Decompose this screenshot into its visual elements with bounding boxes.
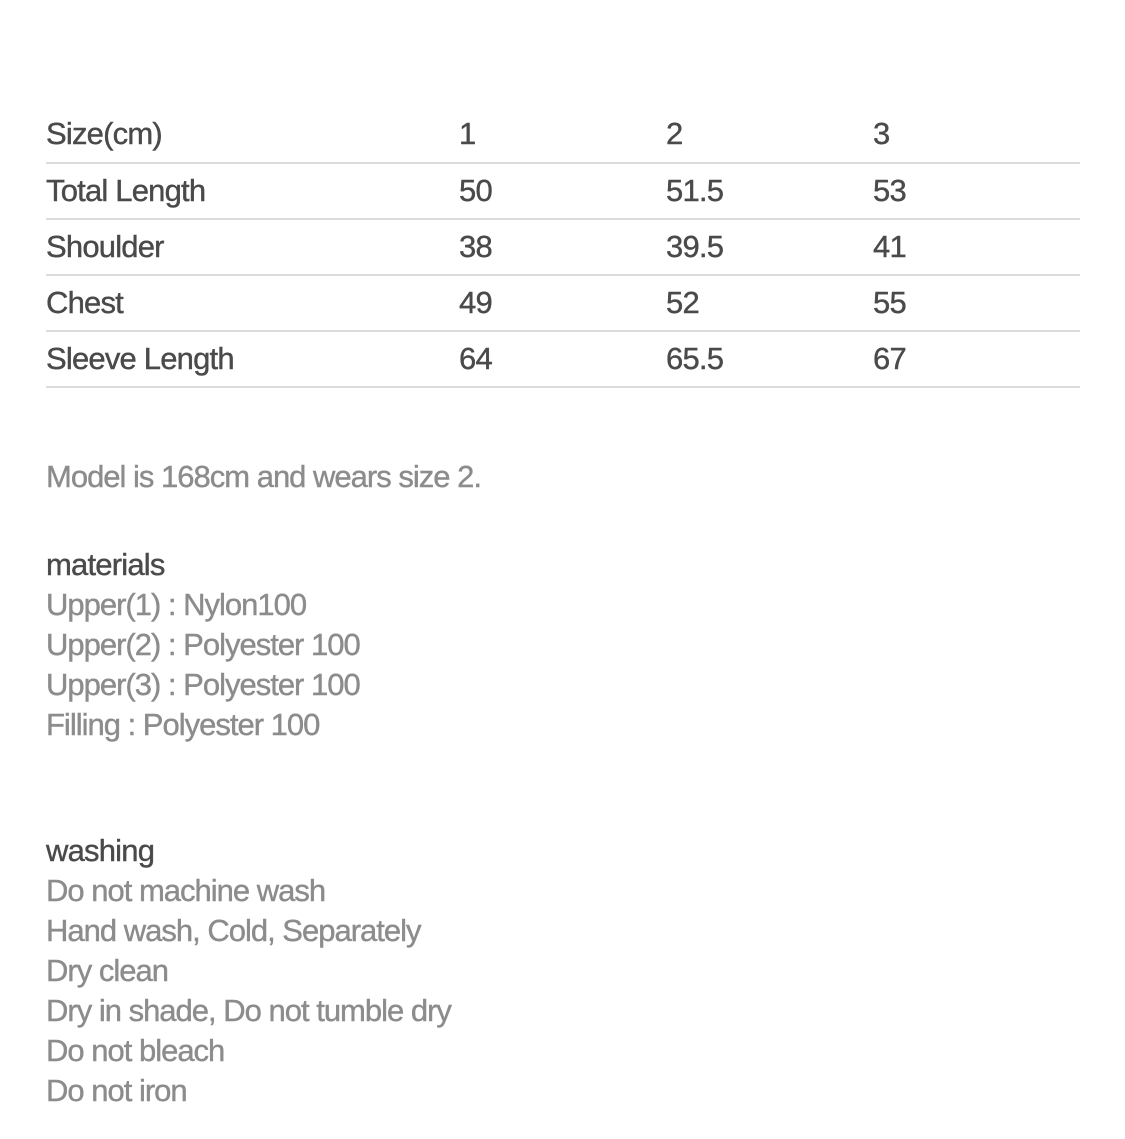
cell-value: 64 bbox=[459, 331, 666, 387]
size-chart-table bbox=[46, 106, 1080, 388]
cell-value: 53 bbox=[873, 163, 1080, 219]
table-header-row bbox=[46, 106, 1080, 163]
table-row bbox=[46, 219, 1080, 275]
list-item: Dry in shade, Do not tumble dry bbox=[46, 993, 451, 1028]
washing-heading: washing bbox=[46, 833, 155, 868]
list-item: Filling : Polyester 100 bbox=[46, 707, 320, 742]
cell-value: 50 bbox=[459, 163, 666, 219]
list-item: Dry clean bbox=[46, 953, 168, 988]
list-item: Do not bleach bbox=[46, 1033, 225, 1068]
table-row bbox=[46, 275, 1080, 331]
cell-value: 49 bbox=[459, 275, 666, 331]
header-size-3: 3 bbox=[873, 106, 1080, 163]
materials-list bbox=[46, 585, 360, 745]
list-item: Hand wash, Cold, Separately bbox=[46, 913, 421, 948]
header-size-2: 2 bbox=[666, 106, 873, 163]
row-label-shoulder: Shoulder bbox=[46, 219, 459, 275]
table-row bbox=[46, 163, 1080, 219]
washing-list bbox=[46, 871, 451, 1111]
materials-heading: materials bbox=[46, 547, 165, 582]
list-item: Do not iron bbox=[46, 1073, 187, 1108]
cell-value: 39.5 bbox=[666, 219, 873, 275]
list-item: Upper(2) : Polyester 100 bbox=[46, 627, 360, 662]
header-size-label: Size(cm) bbox=[46, 106, 459, 163]
list-item: Do not machine wash bbox=[46, 873, 326, 908]
washing-section bbox=[46, 831, 451, 1111]
model-size-note: Model is 168cm and wears size 2. bbox=[46, 459, 481, 494]
row-label-chest: Chest bbox=[46, 275, 459, 331]
cell-value: 55 bbox=[873, 275, 1080, 331]
cell-value: 41 bbox=[873, 219, 1080, 275]
row-label-sleeve-length: Sleeve Length bbox=[46, 331, 459, 387]
cell-value: 38 bbox=[459, 219, 666, 275]
row-label-total-length: Total Length bbox=[46, 163, 459, 219]
materials-section bbox=[46, 545, 360, 745]
list-item: Upper(3) : Polyester 100 bbox=[46, 667, 360, 702]
cell-value: 65.5 bbox=[666, 331, 873, 387]
table-row bbox=[46, 331, 1080, 387]
header-size-1: 1 bbox=[459, 106, 666, 163]
cell-value: 51.5 bbox=[666, 163, 873, 219]
list-item: Upper(1) : Nylon100 bbox=[46, 587, 307, 622]
cell-value: 52 bbox=[666, 275, 873, 331]
cell-value: 67 bbox=[873, 331, 1080, 387]
